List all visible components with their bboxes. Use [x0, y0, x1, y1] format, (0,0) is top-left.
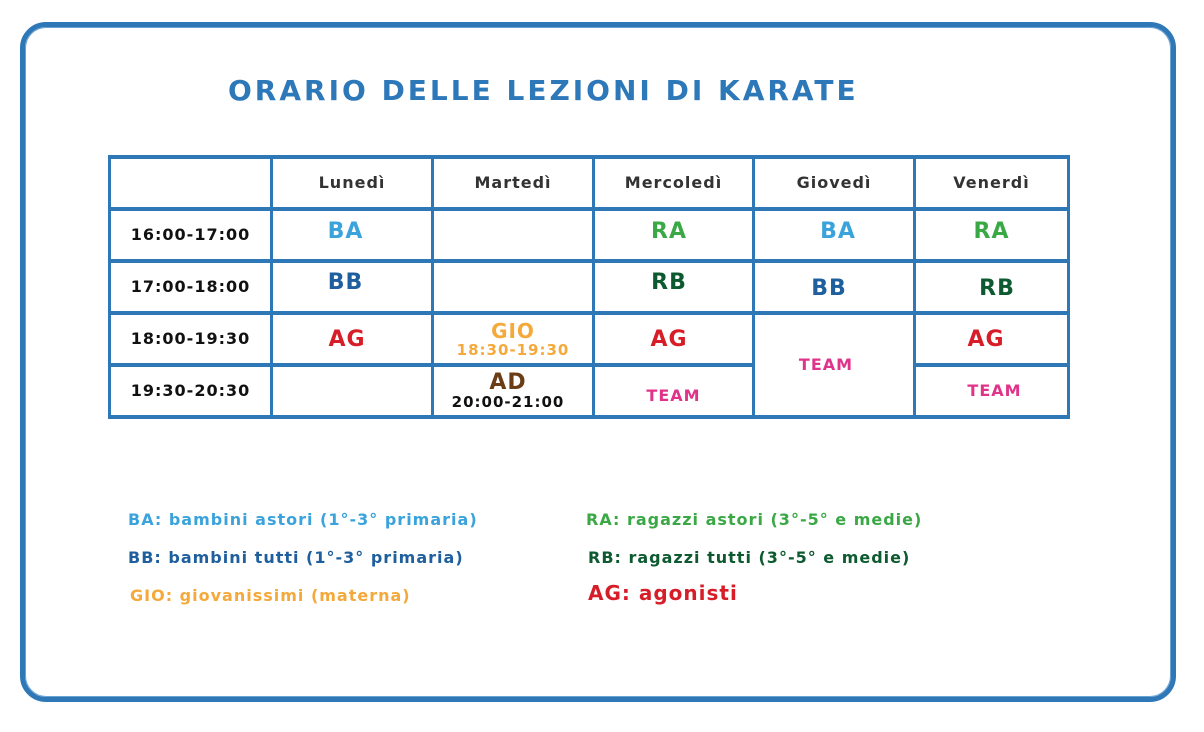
- class-bb: BB: [327, 270, 364, 296]
- legend-gio: GIO: giovanissimi (materna): [130, 586, 411, 605]
- time-slot-2: 17:00-18:00: [130, 276, 251, 296]
- class-ag: AG: [967, 327, 1005, 353]
- class-gio: GIO: [491, 319, 535, 344]
- class-rb: RB: [979, 276, 1015, 302]
- time-slot-4: 19:30-20:30: [130, 380, 251, 400]
- class-team: TEAM: [798, 354, 854, 374]
- class-ag: AG: [328, 327, 366, 353]
- class-ba: BA: [327, 219, 364, 245]
- time-slot-1: 16:00-17:00: [130, 224, 251, 244]
- page-title: ORARIO DELLE LEZIONI DI KARATE: [228, 74, 859, 107]
- class-ad-time: 20:00-21:00: [451, 393, 565, 412]
- day-header-mercoledi: Mercoledì: [624, 172, 723, 192]
- legend-ag: AG: agonisti: [588, 581, 738, 605]
- class-team: TEAM: [646, 385, 701, 405]
- class-bb: BB: [811, 276, 847, 302]
- legend-ra: RA: ragazzi astori (3°-5° e medie): [586, 510, 923, 529]
- time-slot-3: 18:00-19:30: [130, 328, 251, 348]
- legend-ba: BA: bambini astori (1°-3° primaria): [128, 510, 478, 529]
- class-rb: RB: [651, 270, 687, 296]
- day-header-giovedi: Giovedì: [796, 172, 872, 192]
- day-header-martedi: Martedì: [474, 172, 552, 192]
- legend-bb: BB: bambini tutti (1°-3° primaria): [128, 548, 464, 567]
- day-header-venerdi: Venerdì: [953, 172, 1030, 192]
- table-line: [108, 415, 1070, 419]
- legend-rb: RB: ragazzi tutti (3°-5° e medie): [588, 548, 911, 567]
- class-ad: AD: [489, 370, 527, 396]
- class-team: TEAM: [967, 380, 1022, 400]
- class-gio-cell: [434, 316, 592, 364]
- class-ba: BA: [820, 219, 856, 245]
- class-gio-time: 18:30-19:30: [456, 341, 570, 360]
- class-ad-cell: [434, 367, 582, 415]
- day-header-lunedi: Lunedì: [318, 172, 386, 192]
- class-ag: AG: [650, 327, 688, 353]
- class-ra: RA: [973, 219, 1010, 245]
- class-ra: RA: [651, 219, 687, 245]
